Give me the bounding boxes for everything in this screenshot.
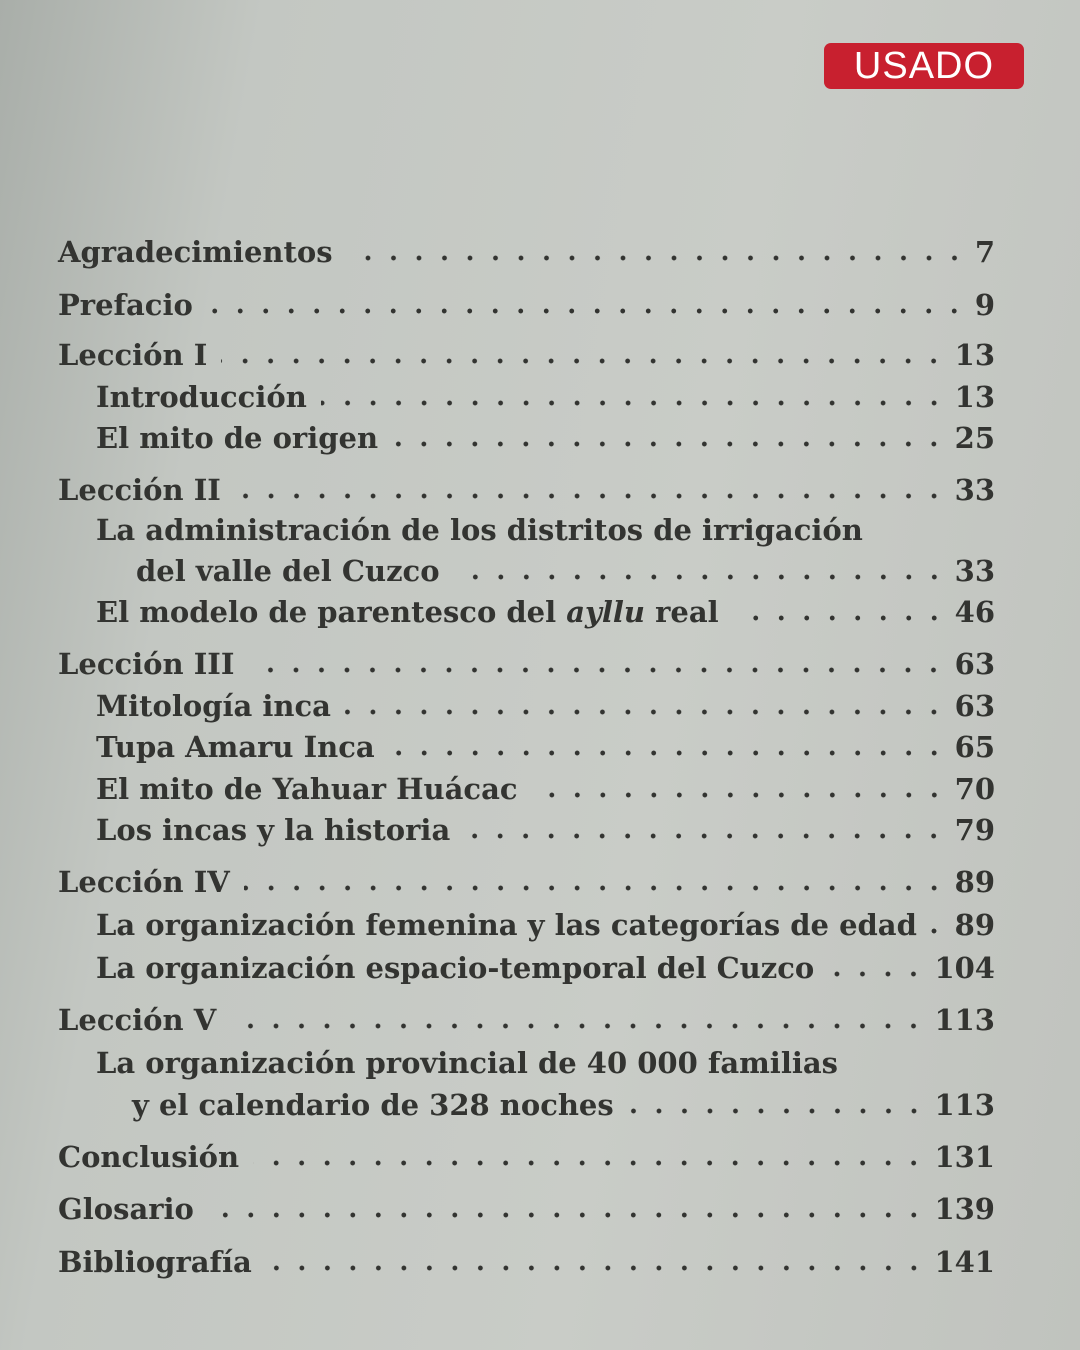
toc-title: y el calendario de 328 noches	[132, 1088, 614, 1122]
dot-leader	[208, 1210, 927, 1220]
toc-title-part: El modelo de parentesco del	[96, 595, 567, 629]
dot-leader	[828, 969, 926, 979]
toc-page: 131	[934, 1140, 995, 1174]
dot-leader	[454, 572, 947, 582]
toc-entry	[96, 727, 995, 767]
toc-title: Mitología inca	[96, 689, 331, 723]
dot-leader	[532, 790, 947, 800]
toc-title: Lección V	[58, 1003, 217, 1037]
toc-page: 89	[954, 865, 995, 899]
toc-page: 33	[954, 554, 995, 588]
toc-title: La organización provincial de 40 000 familias	[96, 1046, 838, 1080]
toc-title: Lección IV	[58, 865, 230, 899]
toc-entry	[96, 592, 995, 632]
toc-title: Conclusión	[58, 1140, 240, 1174]
toc-entry	[58, 1242, 995, 1282]
toc-entry	[96, 810, 995, 850]
toc-title: Glosario	[58, 1192, 194, 1226]
dot-leader	[347, 253, 967, 263]
toc-entry	[58, 644, 995, 684]
dot-leader	[392, 439, 947, 449]
dot-leader	[253, 1158, 926, 1168]
dot-leader	[248, 665, 946, 675]
dot-leader	[628, 1106, 927, 1116]
dot-leader	[345, 707, 947, 717]
toc-title-part: real	[645, 595, 719, 629]
toc-page: 70	[954, 772, 995, 806]
toc-title: Los incas y la historia	[96, 813, 451, 847]
toc-entry	[58, 1137, 995, 1177]
toc-page: 141	[934, 1245, 995, 1279]
toc-entry	[96, 769, 995, 809]
toc-page: 7	[974, 235, 995, 269]
used-badge: USADO	[824, 43, 1024, 89]
toc-page: 25	[954, 421, 995, 455]
toc-title-italic: ayllu	[566, 595, 646, 629]
toc-title: El mito de Yahuar Huácac	[96, 772, 518, 806]
toc-page: 63	[954, 647, 995, 681]
toc-page: 33	[954, 473, 995, 507]
toc-page: 79	[954, 813, 995, 847]
toc-title: del valle del Cuzco	[136, 554, 440, 588]
toc-page: 113	[934, 1003, 995, 1037]
toc-entry	[58, 1189, 995, 1229]
toc-title: Lección II	[58, 473, 221, 507]
dot-leader	[733, 613, 947, 623]
dot-leader	[221, 356, 946, 366]
toc-entry	[96, 510, 995, 550]
toc-entry	[96, 686, 995, 726]
toc-entry	[96, 418, 995, 458]
toc-page: 46	[954, 595, 995, 629]
toc-title: La organización femenina y las categorías de edad	[96, 908, 917, 942]
toc-title: Tupa Amaru Inca	[96, 730, 375, 764]
toc-entry	[96, 948, 995, 988]
toc-title: Lección I	[58, 338, 208, 372]
toc-page: 13	[954, 380, 995, 414]
toc-title: La organización espacio-temporal del Cuzco	[96, 951, 815, 985]
toc-entry	[58, 232, 995, 272]
toc-title: Lección III	[58, 647, 235, 681]
dot-leader	[235, 491, 947, 501]
toc-title: La administración de los distritos de irrigación	[96, 513, 863, 547]
toc-entry	[136, 551, 995, 591]
toc-page: 113	[934, 1088, 995, 1122]
toc-page: 13	[954, 338, 995, 372]
toc-entry	[96, 905, 995, 945]
toc-title: Bibliografía	[58, 1245, 252, 1279]
dot-leader	[321, 398, 947, 408]
dot-leader	[389, 748, 947, 758]
toc-entry	[58, 470, 995, 510]
dot-leader	[230, 1021, 926, 1031]
dot-leader	[244, 883, 947, 893]
dot-leader	[931, 926, 947, 936]
dot-leader	[266, 1263, 927, 1273]
toc-title: El mito de origen	[96, 421, 379, 455]
toc-title: Prefacio	[58, 288, 193, 322]
toc-title: Introducción	[96, 380, 307, 414]
toc-entry	[58, 862, 995, 902]
toc-page: 139	[934, 1192, 995, 1226]
toc-page: 89	[954, 908, 995, 942]
toc-entry	[58, 335, 995, 375]
toc-title	[96, 592, 733, 632]
toc-page: 9	[974, 288, 995, 322]
toc-page: 63	[954, 689, 995, 723]
toc-entry	[96, 377, 995, 417]
dot-leader	[207, 306, 967, 316]
toc-page: 104	[934, 951, 995, 985]
toc-entry	[58, 1000, 995, 1040]
toc-page: 65	[954, 730, 995, 764]
toc-entry	[58, 285, 995, 325]
dot-leader	[464, 831, 946, 841]
toc-entry	[132, 1085, 995, 1125]
toc-entry	[96, 1043, 995, 1083]
toc-title: Agradecimientos	[58, 235, 333, 269]
